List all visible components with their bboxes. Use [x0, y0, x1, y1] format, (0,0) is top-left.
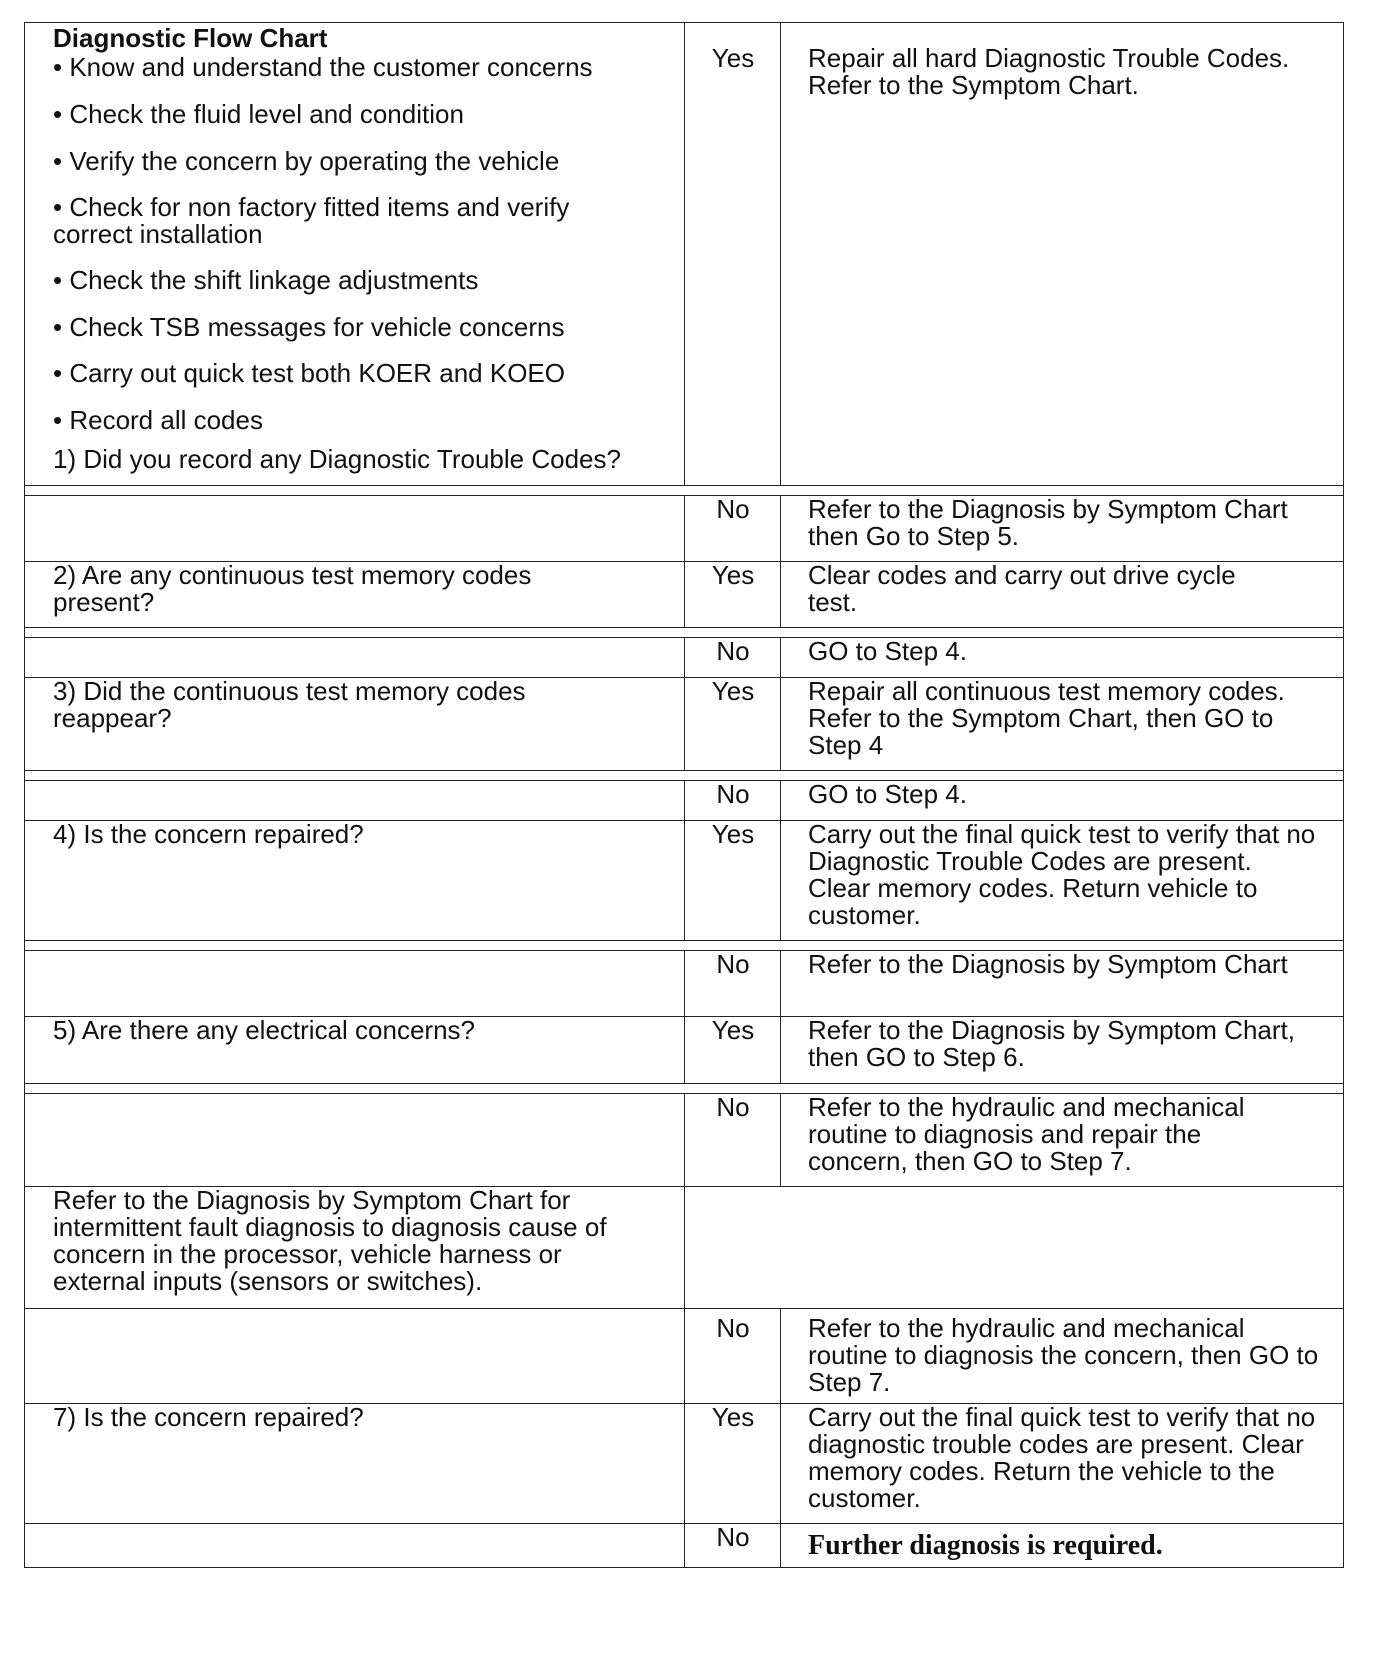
result-cell [780, 1016, 1344, 1083]
table-row [24, 677, 1344, 770]
question-text: 5) Are there any electrical concerns? [53, 1015, 475, 1045]
check-item: • Carry out quick test both KOER and KOEO [53, 358, 565, 388]
answer-label: No [716, 1522, 750, 1552]
result-text: Repair all continuous test memory codes. Refer to the Symptom Chart, then GO to Step 4 [808, 676, 1285, 760]
result-cell [780, 561, 1344, 627]
chart-title: Diagnostic Flow Chart [53, 23, 328, 53]
result-cell [780, 820, 1344, 940]
check-item: • Verify the concern by operating the vehicle [53, 146, 560, 176]
result-cell [780, 1403, 1344, 1523]
question-text: 4) Is the concern repaired? [53, 819, 364, 849]
answer-cell [684, 820, 780, 940]
table-bottom-border [24, 1567, 1344, 1568]
answer-cell [684, 1403, 780, 1523]
answer-cell [684, 780, 780, 820]
answer-label: No [716, 949, 750, 979]
empty-cell [684, 1186, 1344, 1308]
answer-cell [684, 561, 780, 627]
question-cell [24, 637, 684, 677]
table-row [24, 561, 1344, 627]
check-item: • Check for non factory fitted items and verify correct installation [53, 192, 570, 249]
result-text: GO to Step 4. [808, 779, 967, 809]
check-item: • Check the shift linkage adjustments [53, 265, 479, 295]
question-text: 3) Did the continuous test memory codes reappear? [53, 676, 526, 733]
result-cell [780, 950, 1344, 1016]
answer-label: Yes [711, 819, 755, 849]
result-cell [780, 677, 1344, 770]
answer-cell [684, 637, 780, 677]
question-text: 1) Did you record any Diagnostic Trouble Codes? [53, 444, 621, 474]
table-row [24, 1186, 1344, 1308]
answer-label: No [716, 1092, 750, 1122]
question-cell [24, 820, 684, 940]
row-divider [24, 770, 1344, 780]
answer-cell [684, 950, 780, 1016]
row-divider [24, 627, 1344, 637]
table-row [24, 1403, 1344, 1523]
question-cell [24, 950, 684, 1016]
question-cell [24, 677, 684, 770]
question-cell [24, 1093, 684, 1186]
question-text: Refer to the Diagnosis by Symptom Chart for intermittent fault diagnosis to diagnosis cause of concern in the processor, vehicle harness or external inputs (sensors or switches). [53, 1185, 607, 1296]
result-cell [780, 637, 1344, 677]
answer-label: Yes [711, 560, 755, 590]
result-text: Carry out the final quick test to verify that no Diagnostic Trouble Codes are present. Clear memory codes. Return vehicle to customer. [808, 819, 1316, 930]
answer-label: Yes [711, 676, 755, 706]
question-cell [24, 495, 684, 561]
result-text: Clear codes and carry out drive cycle test. [808, 560, 1236, 617]
table-row [24, 820, 1344, 940]
result-cell [780, 22, 1344, 485]
result-text: Refer to the Diagnosis by Symptom Chart [808, 949, 1288, 979]
answer-cell [684, 22, 780, 485]
result-text: Refer to the Diagnosis by Symptom Chart then Go to Step 5. [808, 494, 1288, 551]
question-cell [24, 1016, 684, 1083]
answer-cell [684, 1093, 780, 1186]
question-text: 7) Is the concern repaired? [53, 1402, 364, 1432]
answer-label: Yes [711, 43, 755, 73]
check-item: • Check the fluid level and condition [53, 99, 464, 129]
table-row [24, 950, 1344, 1016]
question-cell [24, 1186, 684, 1308]
result-cell [780, 1093, 1344, 1186]
result-cell [780, 780, 1344, 820]
answer-label: Yes [711, 1015, 755, 1045]
question-cell [24, 1523, 684, 1568]
result-text: Refer to the hydraulic and mechanical routine to diagnosis the concern, then GO to Step 7. [808, 1313, 1319, 1397]
table-row [24, 1016, 1344, 1083]
answer-cell [684, 1308, 780, 1403]
result-cell [780, 1308, 1344, 1403]
table-row [24, 22, 1344, 485]
table-row [24, 495, 1344, 561]
result-text: Carry out the final quick test to verify that no diagnostic trouble codes are present. Clear memory codes. Return the vehicle to the customer. [808, 1402, 1316, 1513]
question-cell [24, 22, 684, 485]
answer-cell [684, 1523, 780, 1568]
table-row [24, 1308, 1344, 1403]
answer-label: Yes [711, 1402, 755, 1432]
answer-label: No [716, 1313, 750, 1343]
result-text: Further diagnosis is required. [808, 1530, 1163, 1561]
result-cell [780, 1523, 1344, 1568]
question-text: 2) Are any continuous test memory codes present? [53, 560, 532, 617]
result-text: Refer to the hydraulic and mechanical routine to diagnosis and repair the concern, then GO to Step 7. [808, 1092, 1245, 1176]
table-row [24, 780, 1344, 820]
result-cell [780, 495, 1344, 561]
question-cell [24, 1308, 684, 1403]
answer-label: No [716, 779, 750, 809]
table-row [24, 1093, 1344, 1186]
answer-label: No [716, 494, 750, 524]
result-text: Repair all hard Diagnostic Trouble Codes. Refer to the Symptom Chart. [808, 43, 1290, 100]
check-item: • Know and understand the customer concerns [53, 52, 593, 82]
question-cell [24, 1403, 684, 1523]
answer-cell [684, 677, 780, 770]
diagnostic-flow-chart-table [24, 22, 1344, 1636]
check-item: • Record all codes [53, 405, 263, 435]
table-row [24, 637, 1344, 677]
question-cell [24, 561, 684, 627]
table-row [24, 1523, 1344, 1568]
result-text: Refer to the Diagnosis by Symptom Chart, then GO to Step 6. [808, 1015, 1295, 1072]
answer-label: No [716, 636, 750, 666]
question-cell [24, 780, 684, 820]
answer-cell [684, 495, 780, 561]
result-text: GO to Step 4. [808, 636, 967, 666]
answer-cell [684, 1016, 780, 1083]
check-item: • Check TSB messages for vehicle concerns [53, 312, 565, 342]
